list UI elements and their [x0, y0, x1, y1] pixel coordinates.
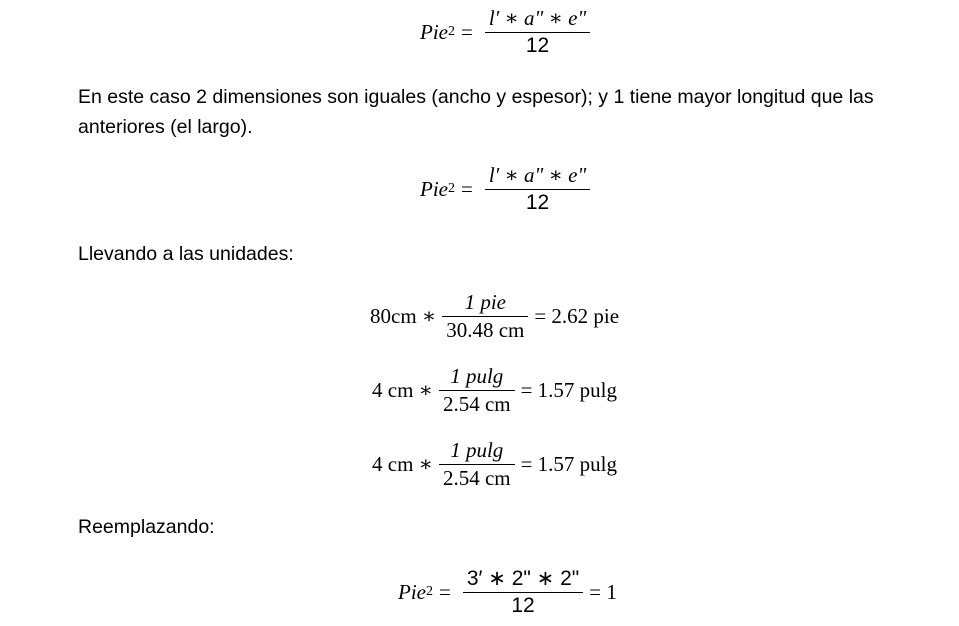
- formula-equals: =: [460, 176, 473, 201]
- formula-lhs-base: Pie: [420, 176, 448, 201]
- formula-numerator: l′ ∗ a" ∗ e": [488, 6, 587, 30]
- conversion-result: = 2.62 pie: [534, 304, 620, 328]
- conversion-width: [372, 364, 617, 417]
- conversion-result: = 1.57 pulg: [520, 378, 618, 402]
- conversion-fraction: [439, 438, 515, 491]
- conversion-lhs: 4 cm ∗: [372, 378, 433, 402]
- conversion-thickness: [372, 438, 617, 491]
- conversion-numerator: 1 pulg: [450, 364, 504, 388]
- formula-equals: =: [438, 579, 451, 604]
- conversion-numerator: 1 pie: [464, 290, 506, 314]
- formula-board-feet-1: Pie 2 = $\frac{l' ∗ a" ∗ e"}{12}$: [420, 6, 596, 58]
- formula-fraction: [485, 6, 590, 58]
- formula-denominator: 12: [511, 594, 535, 617]
- formula-fraction: [463, 566, 583, 618]
- paragraph-replacing: Reemplazando:: [78, 516, 215, 538]
- formula-lhs-base: Pie: [398, 579, 426, 604]
- conversion-result: = 1.57 pulg: [520, 452, 618, 476]
- formula-denominator: 12: [525, 191, 550, 214]
- conversion-denominator: 30.48 cm: [446, 318, 525, 342]
- paragraph-units: Llevando a las unidades:: [78, 243, 294, 265]
- formula-board-feet-2: Pie 2 = $\frac{l' ∗ a" ∗ e"}{12}$: [420, 163, 596, 215]
- conversion-length: [370, 290, 619, 343]
- formula-denominator: 12: [525, 34, 550, 57]
- formula-fraction: [485, 163, 590, 215]
- paragraph-dimensions: En este caso 2 dimensiones son iguales (ancho y espesor); y 1 tiene mayor longitud que las anteriores (el largo).: [78, 86, 874, 138]
- conversion-fraction: [442, 290, 528, 343]
- formula-lhs-base: Pie: [420, 19, 448, 44]
- conversion-numerator: 1 pulg: [450, 438, 504, 462]
- conversion-denominator: 2.54 cm: [442, 392, 511, 416]
- formula-final: Pie 2 = $\frac{3' ∗ 2" ∗ 2"}{12}$ = 1: [398, 567, 617, 617]
- formula-result: = 1: [589, 579, 617, 604]
- formula-equals: =: [460, 19, 473, 44]
- formula-numerator: l′ ∗ a" ∗ e": [488, 163, 587, 187]
- formula-numerator: 3′ ∗ 2" ∗ 2": [466, 567, 580, 590]
- conversion-fraction: [439, 364, 515, 417]
- conversion-denominator: 2.54 cm: [442, 466, 511, 490]
- conversion-lhs: 80cm ∗: [370, 304, 437, 328]
- conversion-lhs: 4 cm ∗: [372, 452, 433, 476]
